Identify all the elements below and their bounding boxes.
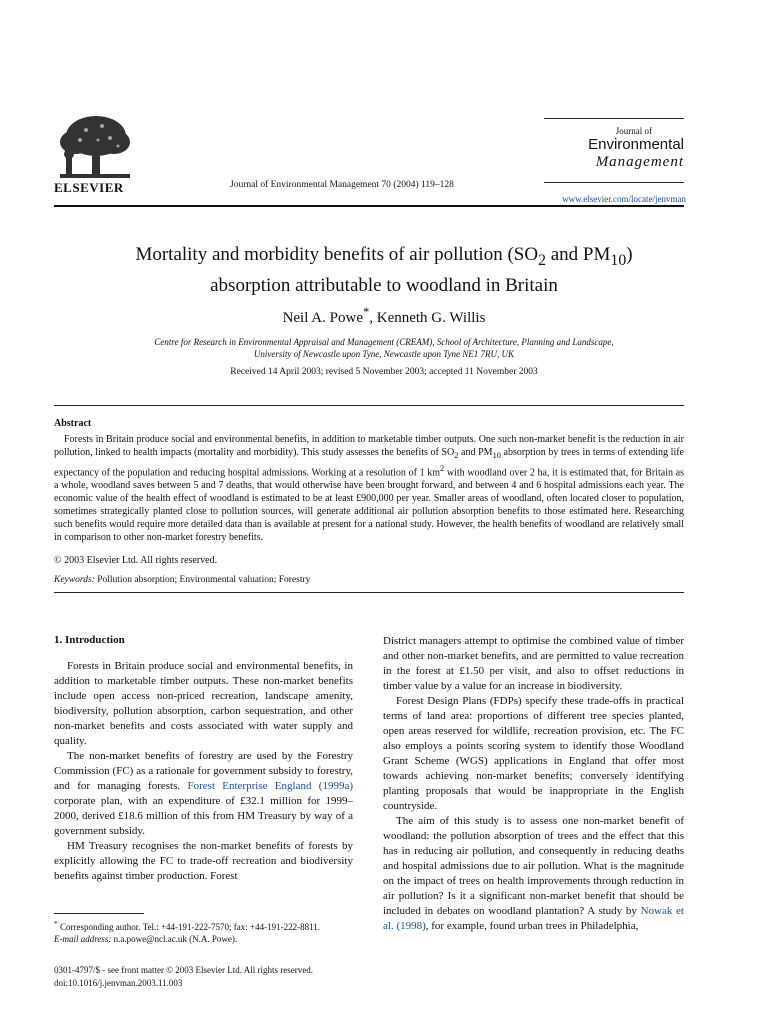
issn-block: [54, 964, 313, 990]
abstract-body: [54, 433, 684, 544]
title-text-1: Mortality and morbidity benefits of air pollution (SO: [135, 244, 539, 265]
journal-url-link[interactable]: www.elsevier.com/locate/jenvman: [562, 194, 686, 204]
journal-title-block: [544, 126, 684, 171]
title-pm-subscript: 10: [610, 251, 627, 269]
affiliation-line-2: University of Newcastle upon Tyne, Newcastle upon Tyne NE1 7RU, UK: [253, 349, 515, 359]
right-paragraph-1: District managers attempt to optimise the combined value of timber and other non-market benefits, and are permitted to value recreation in the forest at £1.50 per visit, and also to offset reductions in timber value by a value for an increase in biodiversity.: [383, 635, 684, 692]
keywords-list: Pollution absorption; Environmental valuation; Forestry: [94, 575, 311, 585]
right-p3-text-b: , for example, found urban trees in Philadelphia,: [425, 920, 639, 932]
abstract-text-a: Forests in Britain produce social and environmental benefits, in addition to marketable timber outputs. One such non-market benefit is the reduction in air pollution, linked to health impacts (mortality and morbidity). This study assesses the benefits of SO: [54, 434, 684, 458]
footnote-rule: [54, 913, 144, 914]
journal-citation: Journal of Environmental Management 70 (2004) 119–128: [230, 180, 454, 190]
title-so2-subscript: 2: [538, 251, 546, 269]
header-divider: [54, 205, 684, 207]
intro-p2-text-b: corporate plan, with an expenditure of £32.1 million for 1999–2000, derived £18.6 million of this from HM Treasury by way of a government subsidy.: [54, 795, 353, 837]
email-note: [54, 933, 353, 945]
intro-paragraph-1: Forests in Britain produce social and environmental benefits, in addition to marketable timber outputs. These non-market benefits include open access non-priced recreation, landscape amenity, biodiversity, pollution absorption, carbon sequestration, and other non-market benefits and costs associated with water supply and quality.: [54, 660, 353, 747]
author-1: Neil A. Powe: [282, 310, 363, 326]
abstract-km2-superscript: 2: [440, 464, 445, 473]
abstract-heading: Abstract: [54, 418, 92, 429]
issn-line: 0301-4797/$ - see front matter © 2003 Elsevier Ltd. All rights reserved.: [54, 965, 314, 975]
right-p3-text-a: The aim of this study is to assess one non-market benefit of woodland: the pollution absorption of trees and the effect that this has in reducing air pollution, and consequently in reducing deaths and hospital admissions due to air pollution. What is the magnitude on the impact of trees on health improvements through reduction in air pollution? Is it a significant non-market benefit that should be included in debates on woodland plantation? A study by: [383, 815, 684, 917]
affiliation: [54, 336, 714, 360]
title-text-3: ): [626, 244, 633, 265]
abstract-rule-top: [54, 405, 684, 406]
elsevier-tree-logo: [54, 112, 134, 184]
journal-name-management: Management: [595, 154, 684, 170]
right-paragraph-3: [383, 814, 684, 934]
journal-name-environmental: Environmental: [588, 136, 684, 153]
intro-p2-text-a: The non-market benefits of forestry are used by the Forestry Commission (FC) as a rationale for government subsidy to forestry, and for managing forests.: [54, 750, 353, 792]
email-address[interactable]: n.a.powe@ncl.ac.uk (N.A. Powe).: [111, 934, 238, 944]
footnote-mark: *: [54, 919, 58, 928]
article-dates: Received 14 April 2003; revised 5 November 2003; accepted 11 November 2003: [230, 367, 538, 377]
corresponding-author-note: [54, 918, 353, 933]
affiliation-line-1: Centre for Research in Environmental Appraisal and Management (CREAM), School of Architecture, Planning and Landscape,: [154, 337, 614, 347]
left-column: [54, 659, 353, 884]
publisher-name: ELSEVIER: [54, 180, 124, 195]
abstract-text-b: and PM: [458, 447, 493, 458]
title-text-2: and PM: [546, 244, 611, 265]
abstract-text-c: absorption by trees in terms of extending life expectancy of the population and reducing hospital admissions. Working at a resolution of 1 km: [54, 447, 684, 479]
corresponding-author-mark[interactable]: *: [362, 305, 370, 319]
author-list: [54, 305, 714, 327]
reference-link-forest-enterprise[interactable]: Forest Enterprise England (1999a): [187, 780, 353, 792]
footnotes: [54, 918, 353, 945]
journal-of-label: Journal of: [615, 126, 652, 136]
author-2: , Kenneth G. Willis: [369, 310, 486, 326]
keywords-label: Keywords:: [54, 575, 95, 585]
abstract-paragraph: [54, 433, 684, 544]
abstract-so2-subscript: 2: [454, 451, 459, 460]
abstract-copyright: © 2003 Elsevier Ltd. All rights reserved.: [54, 555, 218, 566]
journal-title-rule-top: [544, 118, 684, 119]
abstract-rule-bottom: [54, 592, 684, 593]
doi-line[interactable]: doi:10.1016/j.jenvman.2003.11.003: [54, 978, 183, 988]
right-column: [383, 634, 684, 934]
intro-paragraph-2: [54, 749, 353, 839]
journal-title-rule-bottom: [544, 182, 684, 183]
intro-paragraph-3: HM Treasury recognises the non-market benefits of forests by explicitly allowing the FC to trade-off recreation and biodiversity benefits against timber production. Forest: [54, 840, 353, 882]
abstract-text-d: with woodland over 2 ha, it is estimated that, for Britain as a whole, woodland saves between 5 and 7 deaths, that would otherwise have been brought forward, and between 4 and 6 hospital admissions each year. The economic value of the health effect of woodland is estimated to be at least £900,000 per year. Smaller areas of woodland, often located closer to population, sometimes strategically planted close to pollution sources, will generate additional air pollution absorption benefits to those estimated here. Researching such benefits would require more detailed data than is available at present for a national study. However, the health benefits of woodland are relatively small in comparison to other non-market forestry benefits.: [54, 467, 684, 544]
section-heading-introduction: 1. Introduction: [54, 634, 125, 646]
email-label: E-mail address:: [54, 934, 112, 944]
right-paragraph-2: Forest Design Plans (FDPs) specify these trade-offs in practical terms of land area: proportions of different tree species planted, open areas reserved for wildlife, recreation provision, etc. The FC also employs a points scoring system to identify those Woodland Grant Scheme (WGS) applications in England that offer most towards achieving non-market benefits; conversely identifying planting proposals that would be inappropriate in the English countryside.: [383, 695, 684, 812]
keywords: [54, 575, 310, 585]
abstract-pm10-subscript: 10: [492, 451, 501, 460]
title-line-2: absorption attributable to woodland in Britain: [210, 274, 558, 296]
article-title: [54, 242, 714, 298]
reference-link-nowak[interactable]: Nowak et al. (1998): [383, 905, 684, 932]
corresponding-author-text: Corresponding author. Tel.: +44-191-222-7570; fax: +44-191-222-8811.: [57, 922, 320, 932]
